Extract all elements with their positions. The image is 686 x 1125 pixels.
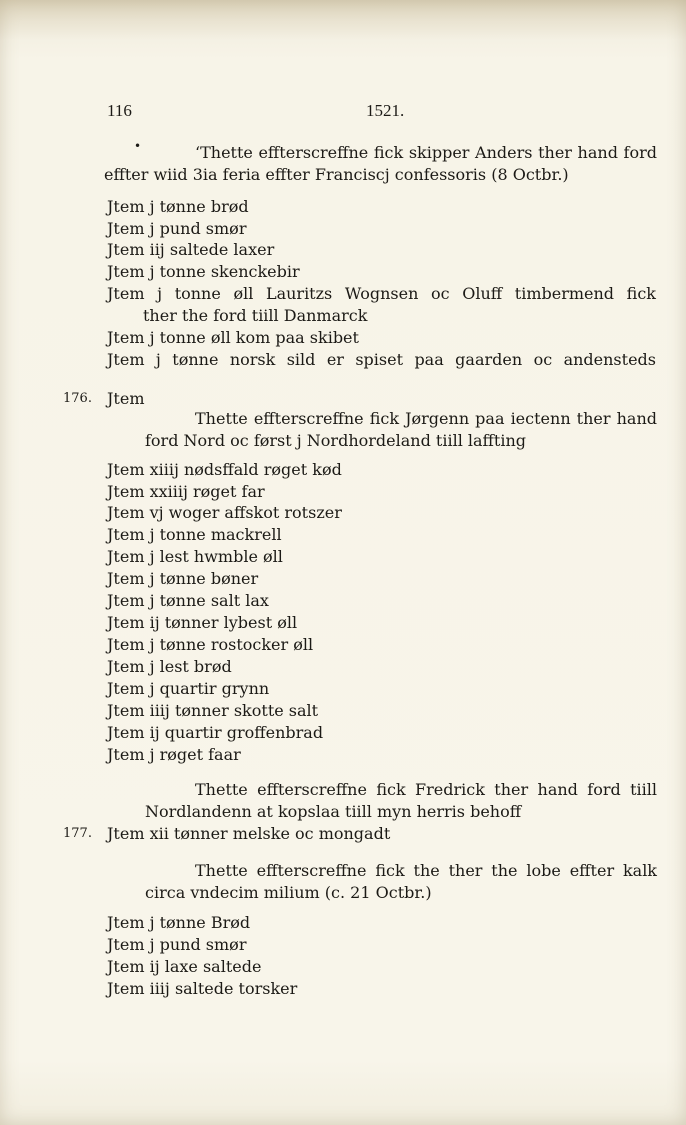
heading-line: Thette effterscreffne fick Jørgenn paa iectenn ther hand xyxy=(195,409,657,428)
list-item: Jtem j tønne norsk sild er spiset paa gaarden oc andensteds xyxy=(107,350,656,369)
list-item: Jtem xxiiij røget far xyxy=(107,482,265,501)
list-item: Jtem j tonne øll Lauritzs Wognsen oc Oluff timbermend fick xyxy=(107,284,656,303)
bullet-mark: • xyxy=(134,139,142,153)
paper-edge xyxy=(0,0,686,40)
heading-line: effter wiid 3ia feria effter Franciscj confessoris (8 Octbr.) xyxy=(104,165,569,184)
section-heading xyxy=(145,779,657,823)
heading-line: ‘Thette effterscreffne fick skipper Anders ther hand ford xyxy=(195,143,657,162)
page-year: 1521. xyxy=(366,101,405,120)
list-item-continuation: ther the ford tiill Danmarck xyxy=(143,306,368,325)
margin-number: 176. xyxy=(63,391,92,406)
heading-line: Nordlandenn at kopslaa tiill myn herris behoff xyxy=(145,802,522,821)
list-item: Jtem j tønne rostocker øll xyxy=(107,635,314,654)
list-item: Jtem j tønne brød xyxy=(107,197,249,216)
list-item: Jtem j quartir grynn xyxy=(107,679,270,698)
list-item: Jtem j tønne Brød xyxy=(107,913,251,932)
section-heading xyxy=(104,142,657,186)
list-item: Jtem ij quartir groffenbrad xyxy=(107,723,324,742)
section-heading xyxy=(145,408,657,452)
list-item: Jtem xiiij nødsffald røget kød xyxy=(107,460,342,479)
list-item: Jtem ij tønner lybest øll xyxy=(107,613,298,632)
list-item: Jtem j lest hwmble øll xyxy=(107,547,283,566)
list-item: Jtem ij laxe saltede xyxy=(107,957,262,976)
list-item: Jtem j lest brød xyxy=(107,657,232,676)
list-item: Jtem iiij tønner skotte salt xyxy=(107,701,319,720)
list-item: Jtem xii tønner melske oc mongadt xyxy=(107,824,391,843)
list-item: Jtem j tonne mackrell xyxy=(107,525,282,544)
heading-line: ford Nord oc først j Nordhordeland tiill laffting xyxy=(145,431,527,450)
margin-number: 177. xyxy=(63,826,92,841)
page-header xyxy=(0,101,686,125)
list-item: Jtem vj woger affskot rotszer xyxy=(107,503,342,522)
list-item: Jtem j tønne bøner xyxy=(107,569,259,588)
heading-line: circa vndecim milium (c. 21 Octbr.) xyxy=(145,883,432,902)
section-heading xyxy=(145,860,657,904)
list-item: Jtem j pund smør xyxy=(107,219,247,238)
list-item: Jtem j tonne skenckebir xyxy=(107,262,300,281)
list-item: Jtem j tønne salt lax xyxy=(107,591,269,610)
list-item: Jtem j tonne øll kom paa skibet xyxy=(107,328,359,347)
page-number: 116 xyxy=(107,101,132,120)
heading-line: Thette effterscreffne fick Fredrick ther hand ford tiill xyxy=(195,780,657,799)
list-item: Jtem iij saltede laxer xyxy=(107,240,275,259)
list-item: Jtem iiij saltede torsker xyxy=(107,979,298,998)
list-item: Jtem j røget faar xyxy=(107,745,241,764)
list-item: Jtem j pund smør xyxy=(107,935,247,954)
section-intro: Jtem xyxy=(107,389,145,408)
heading-line: Thette effterscreffne fick the ther the lobe effter kalk xyxy=(195,861,657,880)
